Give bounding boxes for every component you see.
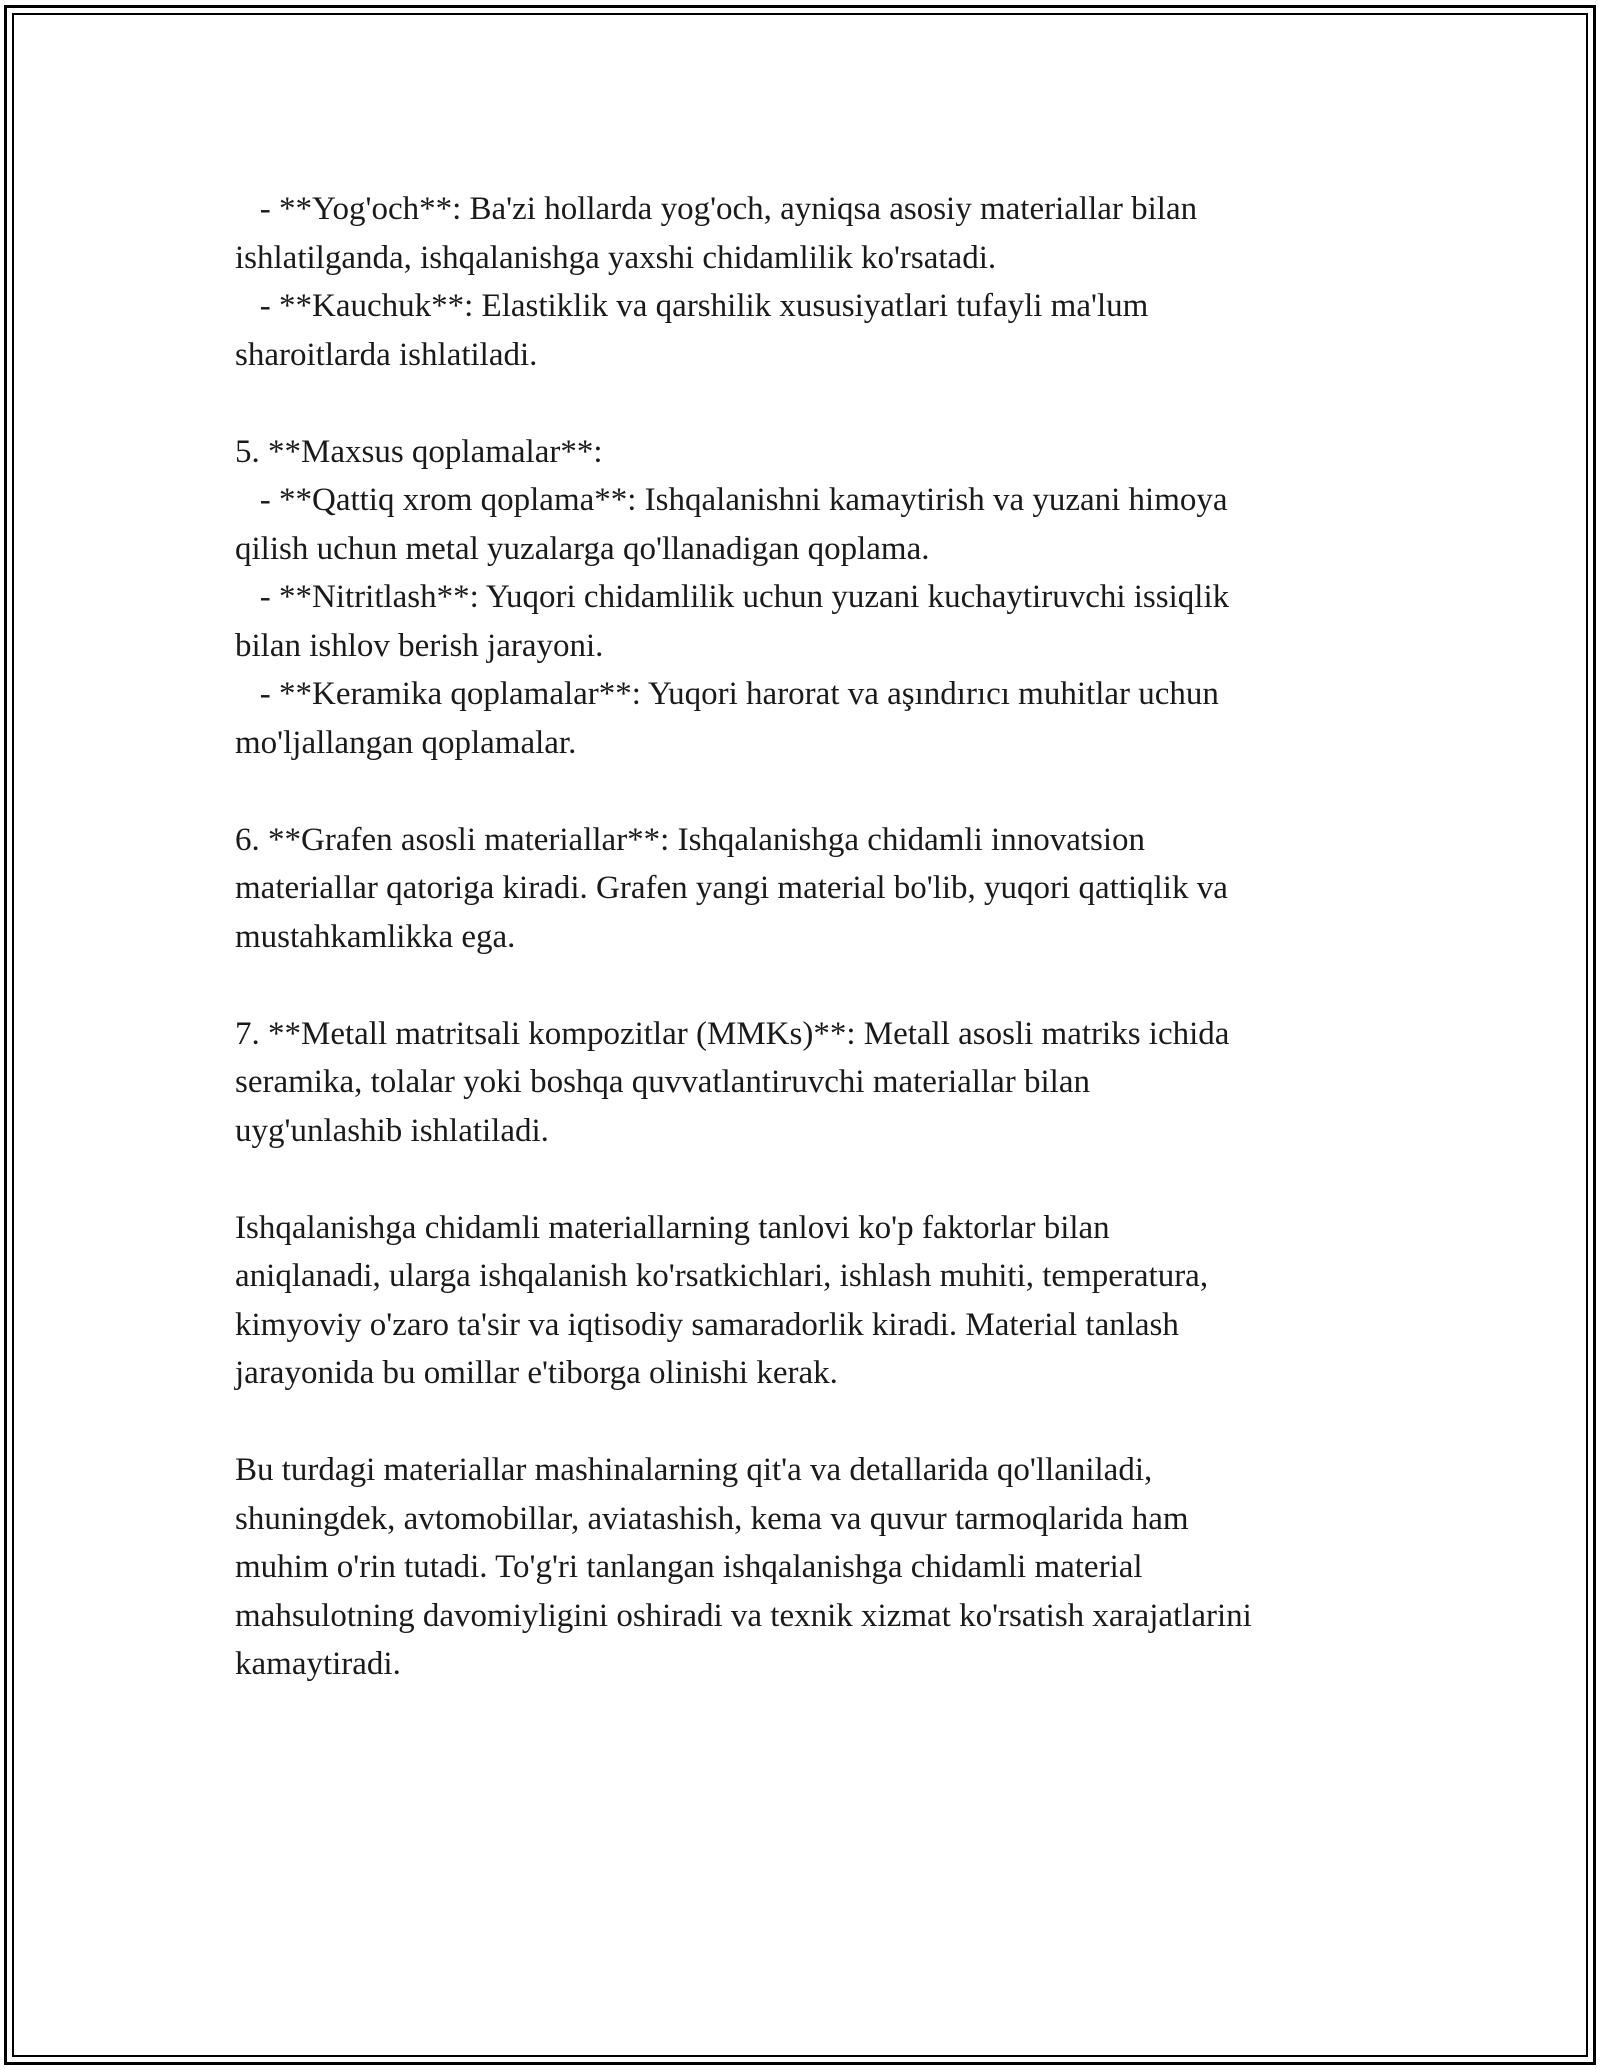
text-line: - **Yog'och**: Ba'zi hollarda yog'och, ayniqsa asosiy materiallar bilan [235,191,1198,227]
text-line: Bu turdagi materiallar mashinalarning qit'a va detallarida qo'llaniladi, [235,1452,1153,1488]
text-line: mustahkamlikka ega. [235,918,516,955]
text-line: - **Kauchuk**: Elastiklik va qarshilik xususiyatlari tufayli ma'lum [235,288,1149,324]
text-line: - **Keramika qoplamalar**: Yuqori harorat va aşındırıcı muhitlar uchun [235,676,1219,712]
text-line: uyg'unlashib ishlatiladi. [235,1112,549,1149]
text-line: 5. **Maxsus qoplamalar**: [235,433,603,470]
text-line: muhim o'rin tutadi. To'g'ri tanlangan ishqalanishga chidamli material [235,1549,1143,1585]
text-line: seramika, tolalar yoki boshqa quvvatlantiruvchi materiallar bilan [235,1064,1090,1100]
text-line: 7. **Metall matritsali kompozitlar (MMKs)**: Metall asosli matriks ichida [235,1015,1230,1052]
text-line: jarayonida bu omillar e'tiborga olinishi kerak. [235,1355,838,1391]
paragraph-special-coatings [235,428,1395,768]
text-line: - **Qattiq xrom qoplama**: Ishqalanishni kamaytirish va yuzani himoya [235,482,1228,518]
text-line: kimyoviy o'zaro ta'sir va iqtisodiy samaradorlik kiradi. Material tanlash [235,1306,1179,1343]
text-line: sharoitlarda ishlatiladi. [235,336,538,373]
text-line: 6. **Grafen asosli materiallar**: Ishqalanishga chidamli innovatsion [235,821,1146,858]
paragraph-metal-matrix-composites [235,1010,1395,1156]
text-line: - **Nitritlash**: Yuqori chidamlilik uchun yuzani kuchaytiruvchi issiqlik [235,579,1230,615]
paragraph-gap [235,1398,1395,1447]
text-line: Ishqalanishga chidamli materiallarning tanlovi ko'p faktorlar bilan [235,1209,1110,1246]
text-line: mahsulotning davomiyligini oshiradi va texnik xizmat ko'rsatish xarajatlarini [235,1597,1252,1634]
paragraph-gap [235,767,1395,816]
text-line: mo'ljallangan qoplamalar. [235,724,577,761]
document-body [235,185,1395,1689]
paragraph-selection-factors [235,1204,1395,1398]
text-line: kamaytiradi. [235,1646,401,1682]
paragraph-applications [235,1446,1395,1689]
text-line: shuningdek, avtomobillar, aviatashish, kema va quvur tarmoqlarida ham [235,1500,1189,1537]
paragraph-graphene-materials [235,816,1395,962]
text-line: qilish uchun metal yuzalarga qo'llanadigan qoplama. [235,530,930,567]
paragraph-materials-continued [235,185,1395,379]
text-line: materiallar qatoriga kiradi. Grafen yangi material bo'lib, yuqori qattiqlik va [235,870,1228,906]
paragraph-gap [235,961,1395,1010]
text-line: aniqlanadi, ularga ishqalanish ko'rsatkichlari, ishlash muhiti, temperatura, [235,1258,1209,1294]
paragraph-gap [235,1155,1395,1204]
paragraph-gap [235,379,1395,428]
text-line: ishlatilganda, ishqalanishga yaxshi chidamlilik ko'rsatadi. [235,239,997,276]
text-line: bilan ishlov berish jarayoni. [235,627,604,664]
